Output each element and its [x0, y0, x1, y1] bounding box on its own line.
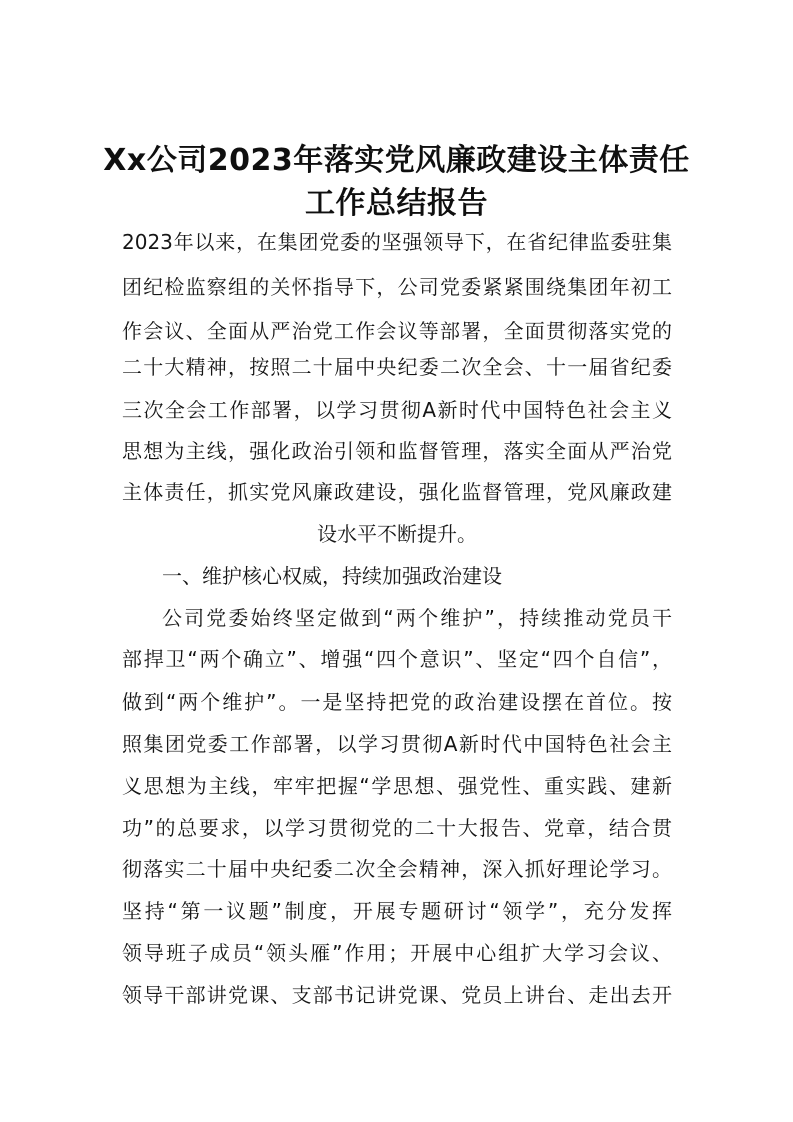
section-line-9: 领导班子成员“领头雁”作用；开展中心组扩大学习会议、 [122, 941, 672, 965]
intro-line-3: 作会议、全面从严治党工作会议等部署，全面贯彻落实党的 [122, 319, 672, 343]
intro-line-1: 2023年以来，在集团党委的坚强领导下，在省纪律监委驻集 [122, 230, 672, 254]
intro-line-6: 思想为主线，强化政治引领和监督管理，落实全面从严治党 [122, 439, 672, 463]
section-heading: 一、维护核心权威，持续加强政治建设 [162, 564, 502, 588]
intro-line-2: 团纪检监察组的关怀指导下，公司党委紧紧围绕集团年初工 [122, 275, 672, 299]
intro-line-8: 设水平不断提升。 [317, 522, 477, 546]
intro-line-5: 三次全会工作部署，以学习贯彻A新时代中国特色社会主义 [122, 398, 672, 422]
section-line-5: 义思想为主线，牢牢把握“学思想、强党性、重实践、建新 [122, 774, 672, 798]
document-title-line-1: Xx公司2023年落实党风廉政建设主体责任 [103, 143, 690, 178]
intro-line-7: 主体责任，抓实党风廉政建设，强化监督管理，党风廉政建 [122, 480, 672, 504]
section-line-8: 坚持“第一议题”制度，开展专题研讨“领学”，充分发挥 [122, 899, 672, 923]
section-line-2: 部捍卫“两个确立”、增强“四个意识”、坚定“四个自信”， [122, 647, 672, 671]
document-title-line-2: 工作总结报告 [305, 186, 488, 221]
section-line-4: 照集团党委工作部署，以学习贯彻A新时代中国特色社会主 [122, 732, 672, 756]
section-line-1: 公司党委始终坚定做到“两个维护”，持续推动党员干 [162, 606, 672, 630]
section-line-6: 功”的总要求，以学习贯彻党的二十大报告、党章，结合贯 [122, 816, 672, 840]
section-line-3: 做到“两个维护”。一是坚持把党的政治建设摆在首位。按 [122, 690, 672, 714]
section-line-7: 彻落实二十届中央纪委二次全会精神，深入抓好理论学习。 [122, 857, 672, 881]
intro-line-4: 二十大精神，按照二十届中央纪委二次全会、十一届省纪委 [122, 355, 672, 379]
section-line-10: 领导干部讲党课、支部书记讲党课、党员上讲台、走出去开 [122, 983, 672, 1007]
